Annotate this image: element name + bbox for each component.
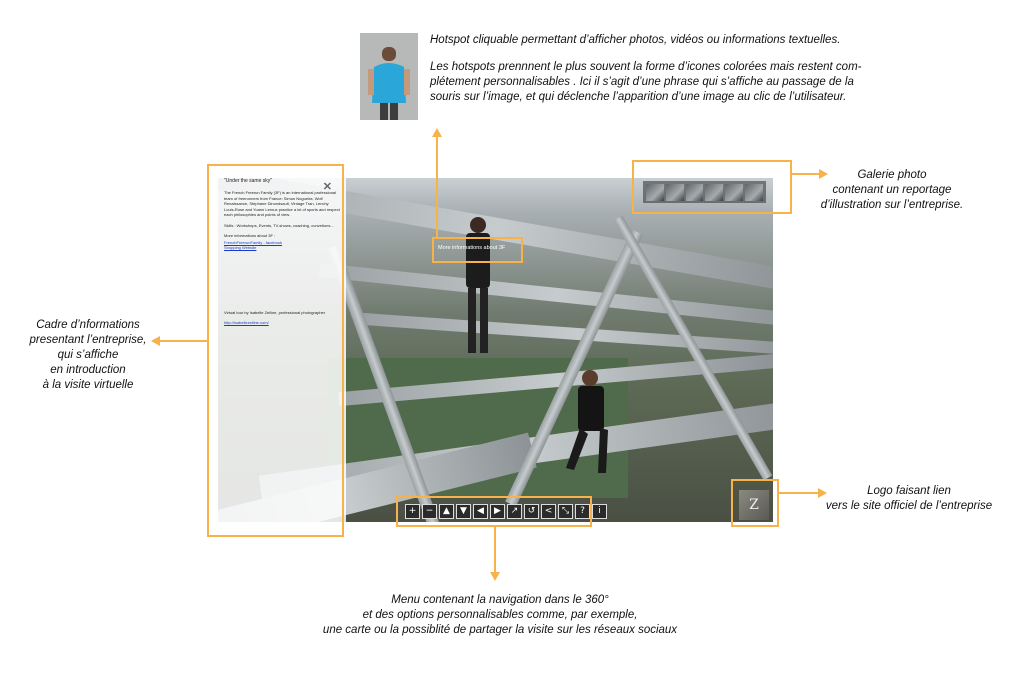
menu-annotation [300,593,700,638]
arrow-head [490,572,500,581]
hotspot-annotation [430,33,870,105]
autorotate-button[interactable]: ↗ [507,504,522,519]
info-button[interactable]: i [592,504,607,519]
gallery-annotation-line1: Galerie photo [857,169,927,181]
hotspot-label[interactable]: More informations about 3F [438,245,506,251]
gallery-annotation [812,168,972,213]
facebook-link[interactable]: FrenchFreerunFamily - facebook [224,239,283,245]
share-button[interactable]: < [541,504,556,519]
photographer-link[interactable]: http://isabellezeiline.com/ [224,320,269,325]
menu-annotation-line3: une carte ou la possiblité de partager la visite sur les réseaux sociaux [322,624,678,636]
info-panel-credit: Virtual tour by Isabelle Zeiline, professional photographer [224,309,326,315]
hotspot-annotation-line1: Hotspot cliquable permettant d’afficher photos, vidéos ou informations textuelles. [430,34,841,46]
zoom-in-button[interactable]: + [405,504,420,519]
bridge-beam [358,313,773,356]
hotspot-annotation-line3: plétement personnalisables . Ici il s’agit d’une phrase qui s’affiche au passage de la [430,76,854,88]
menu-annotation-line2: et des options personnalisables comme, par exemple, [362,609,638,621]
info-annotation-line4: en introduction [50,364,126,376]
hotspot-highlight [432,237,523,263]
logo-annotation-line1: Logo faisant lien [867,485,951,497]
zoom-out-button[interactable]: − [422,504,437,519]
info-panel-body: The French Freerun Family (3F) is an international professional team of freerunners from France: Simon Nogueira, Wolf Renaissance, Stéphane Dinondsault, Vintage Tran, Lenchy Louis-Rose and Yoann Leroux practice a lot of sports and respect each philosophies and points of view. [224,190,340,217]
info-panel-skills: Skills : Workshops, Events, TV-shows, coaching, convetions... [224,222,334,228]
arrow-line [160,340,207,342]
logo-annotation [814,484,1004,514]
look-down-button[interactable]: ▼ [456,504,471,519]
info-panel-highlight [207,164,344,537]
info-annotation-line3: qui s’affiche [57,349,119,361]
hotspot-preview-image [360,33,418,120]
help-button[interactable]: ? [575,504,590,519]
logo-text: Z [749,497,759,513]
info-annotation-line1: Cadre d’nformations [36,319,140,331]
look-right-button[interactable]: ▶ [490,504,505,519]
info-panel-title: "Under the same sky" [224,178,273,184]
menu-annotation-line1: Menu contenant la navigation dans le 360° [391,594,609,606]
hotspot-annotation-line4: souris sur l’image, et qui déclenche l’apparition d’une image au clic de l’utilisateur. [430,91,847,103]
arrow-line [436,135,438,238]
logo-highlight [731,479,779,527]
logo-annotation-line2: vers le site officiel de l’entreprise [825,500,993,512]
info-annotation-line2: presentant l’entreprise, [29,334,147,346]
arrow-line [494,527,496,575]
hotspot-annotation-line2: Les hotspots prennnent le plus souvent la forme d’icones colorées mais restent com- [430,61,862,73]
info-annotation [18,318,158,393]
info-annotation-line5: à la visite virtuelle [42,379,134,391]
close-icon[interactable]: ✕ [322,181,332,193]
reset-view-button[interactable]: ↺ [524,504,539,519]
arrow-line [779,492,819,494]
look-up-button[interactable]: ▲ [439,504,454,519]
menu-highlight [396,496,592,527]
gallery-annotation-line2: contenant un reportage [832,184,952,196]
shopping-link[interactable]: Shopping Website [224,244,257,250]
arrow-head [432,128,442,137]
gallery-annotation-line3: d’illustration sur l’entreprise. [820,199,964,211]
fullscreen-button[interactable]: ⤡ [558,504,573,519]
gallery-highlight [632,160,792,214]
look-left-button[interactable]: ◀ [473,504,488,519]
info-panel-more-label: More informations about 3F : [224,233,276,238]
person-sitting [558,368,618,483]
